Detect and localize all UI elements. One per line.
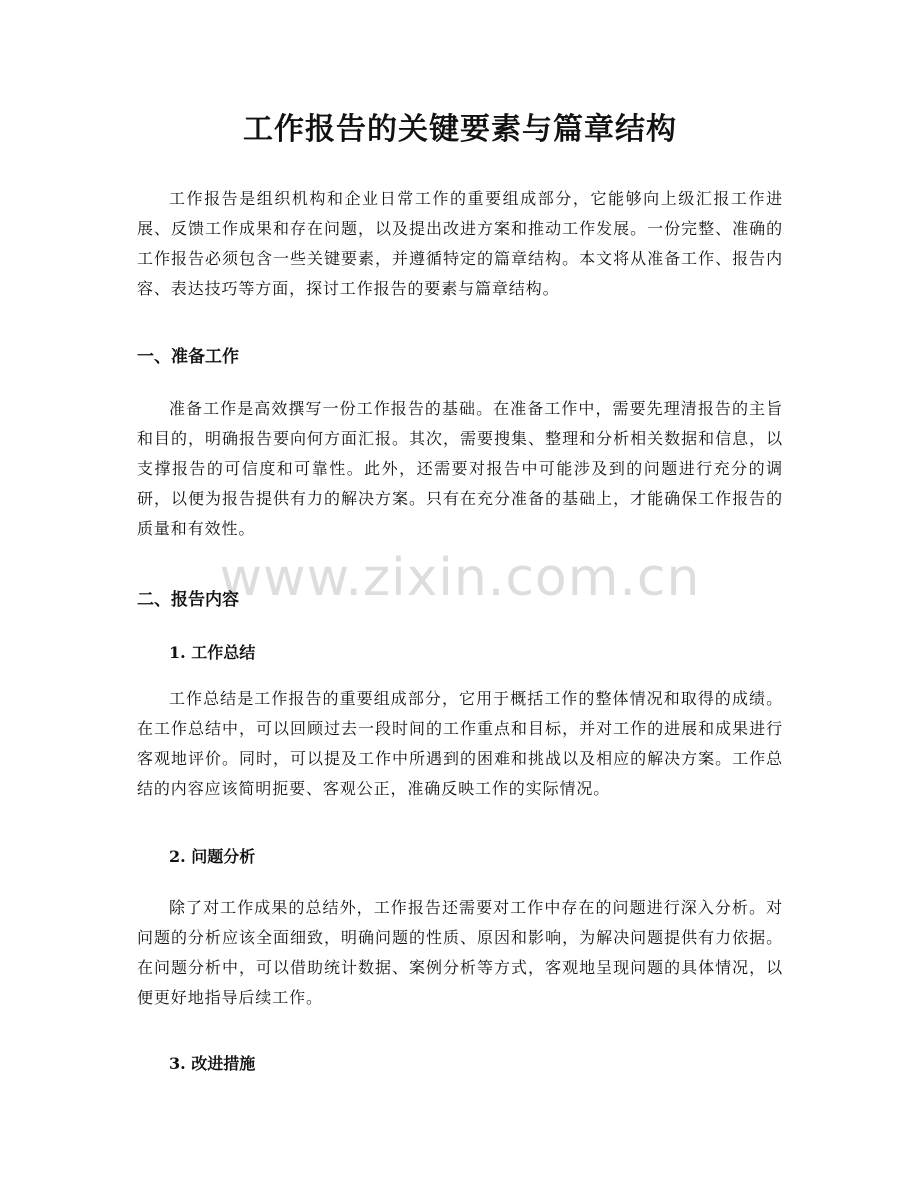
work-summary-paragraph: 工作总结是工作报告的重要组成部分，它用于概括工作的整体情况和取得的成绩。在工作总结中，可以回顾过去一段时间的工作重点和目标，并对工作的进展和成果进行客观地评价。同时，可以提及工作中所遇到的困难和挑战以及相应的解决方案。工作总结的内容应该简明扼要、客观公正，准确反映工作的实际情况。 xyxy=(137,689,783,798)
preparation-paragraph: 准备工作是高效撰写一份工作报告的基础。在准备工作中，需要先理清报告的主旨和目的，明确报告要向何方面汇报。其次，需要搜集、整理和分析相关数据和信息，以支撑报告的可信度和可靠性。此外，还需要对报告中可能涉及到的问题进行充分的调研，以便为报告提供有力的解决方案。只有在充分准备的基础上，才能确保工作报告的质量和有效性。 xyxy=(137,399,783,538)
page-title: 工作报告的关键要素与篇章结构 xyxy=(243,112,677,147)
watermark: www.zixin.com.cn xyxy=(219,548,701,608)
subheading-problem-analysis: 2. 问题分析 xyxy=(169,847,256,866)
section-heading-preparation: 一、准备工作 xyxy=(137,347,239,367)
subheading-work-summary: 1. 工作总结 xyxy=(169,643,256,662)
subheading-improvement-measures: 3. 改进措施 xyxy=(169,1054,256,1073)
problem-analysis-paragraph: 除了对工作成果的总结外，工作报告还需要对工作中存在的问题进行深入分析。对问题的分析应该全面细致，明确问题的性质、原因和影响，为解决问题提供有力依据。在问题分析中，可以借助统计数据、案例分析等方式，客观地呈现问题的具体情况，以便更好地指导后续工作。 xyxy=(137,898,783,1007)
intro-paragraph: 工作报告是组织机构和企业日常工作的重要组成部分，它能够向上级汇报工作进展、反馈工作成果和存在问题，以及提出改进方案和推动工作发展。一份完整、准确的工作报告必须包含一些关键要素，并遵循特定的篇章结构。本文将从准备工作、报告内容、表达技巧等方面，探讨工作报告的要素与篇章结构。 xyxy=(137,189,783,298)
section-heading-report-content: 二、报告内容 xyxy=(137,590,239,610)
